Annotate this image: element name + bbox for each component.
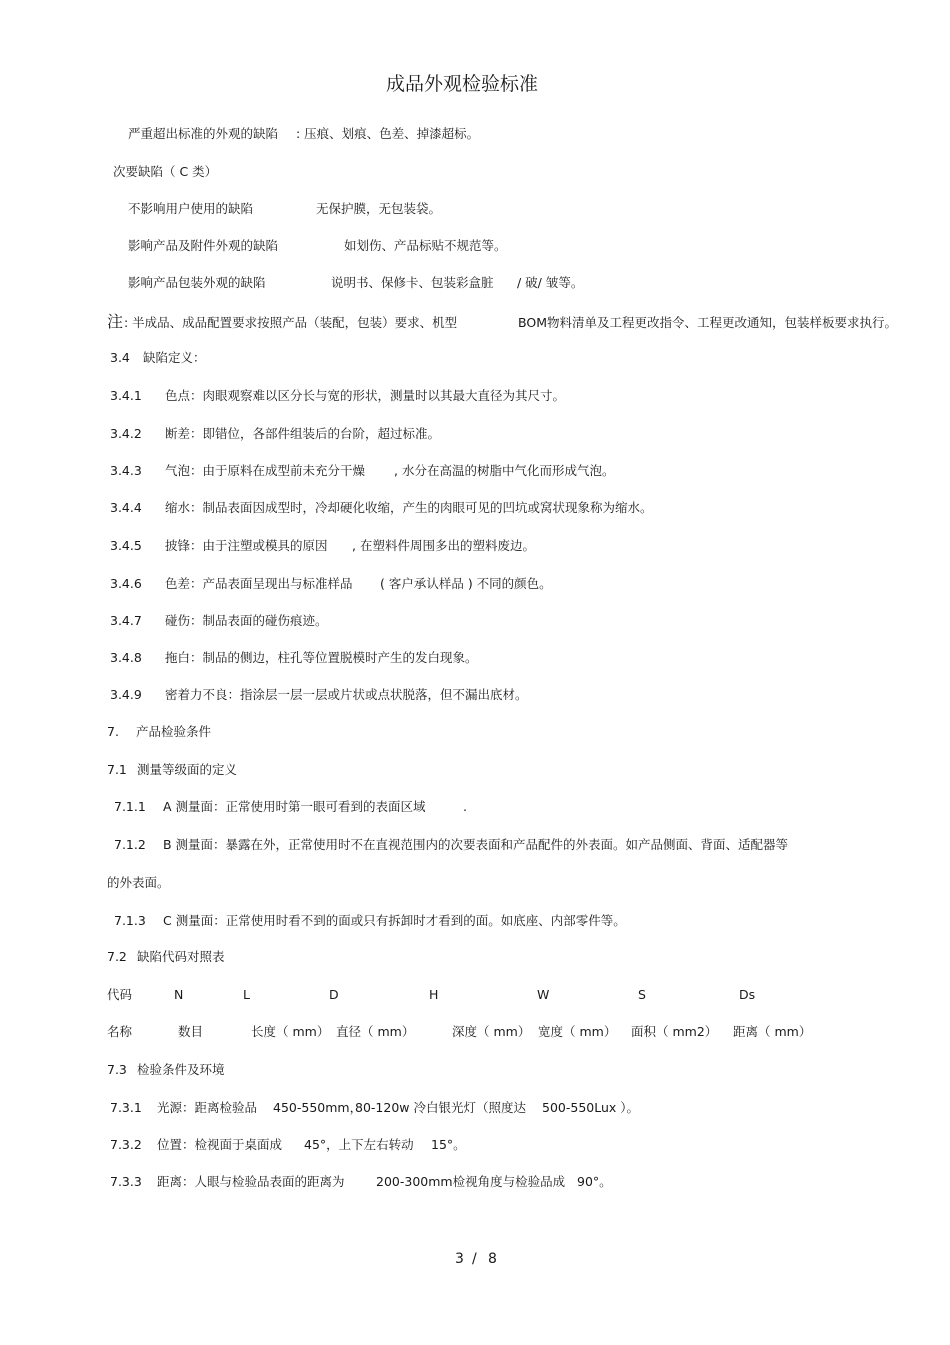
sub-7-1-2-text: B 测量面：暴露在外，正常使用时不在直视范围内的次要表面和产品配件的外表面。如产品侧面、背面、适配器等 bbox=[163, 837, 789, 852]
sub-7-1-1-tail: . bbox=[463, 799, 467, 814]
severe-defect-label: 严重超出标准的外观的缺陷 bbox=[128, 126, 279, 141]
page-number-separator: / bbox=[472, 1251, 477, 1267]
name-cell: 深度（ mm） bbox=[452, 1024, 531, 1039]
page-title: 成品外观检验标准 bbox=[386, 73, 539, 95]
def-3-4-4-text: 缩水：制品表面因成型时，冷却硬化收缩，产生的肉眼可见的凹坑或窝状现象称为缩水。 bbox=[165, 500, 653, 515]
def-3-4-9-number: 3.4.9 bbox=[110, 687, 142, 702]
sub-7-3-2-value-1: 45°，上下左右转动 bbox=[304, 1137, 414, 1152]
sub-7-1-1-number: 7.1.1 bbox=[114, 799, 146, 814]
name-row-label: 名称 bbox=[107, 1024, 133, 1039]
page-number-current: 3 bbox=[455, 1251, 464, 1267]
minor-defect-2-desc: 如划伤、产品标贴不规范等。 bbox=[344, 238, 507, 253]
code-cell: D bbox=[329, 987, 339, 1002]
code-cell: Ds bbox=[739, 987, 756, 1002]
minor-defect-2-label: 影响产品及附件外观的缺陷 bbox=[128, 238, 279, 253]
section-7-3-number: 7.3 bbox=[107, 1062, 127, 1077]
def-3-4-4-number: 3.4.4 bbox=[110, 500, 142, 515]
sub-7-1-1-text: A 测量面：正常使用时第一眼可看到的表面区域 bbox=[163, 799, 426, 814]
name-cell: 面积（ mm2） bbox=[631, 1024, 718, 1039]
def-3-4-1-number: 3.4.1 bbox=[110, 388, 142, 403]
section-3-4-number: 3.4 bbox=[110, 350, 130, 365]
name-cell: 距离（ mm） bbox=[733, 1024, 812, 1039]
def-3-4-6-text: 色差：产品表面呈现出与标准样品 bbox=[165, 576, 353, 591]
code-cell: S bbox=[638, 987, 646, 1002]
name-cell: 宽度（ mm） bbox=[538, 1024, 617, 1039]
minor-defect-1-label: 不影响用户使用的缺陷 bbox=[128, 201, 254, 216]
sub-7-1-2-continuation: 的外表面。 bbox=[107, 875, 170, 890]
sub-7-3-3-value-1: 200-300mm检视角度与检验品成 bbox=[376, 1174, 566, 1189]
def-3-4-2-number: 3.4.2 bbox=[110, 426, 142, 441]
section-7-1-number: 7.1 bbox=[107, 762, 127, 777]
section-7-1-title: 测量等级面的定义 bbox=[137, 762, 238, 777]
section-7-2-title: 缺陷代码对照表 bbox=[137, 949, 225, 964]
def-3-4-3-tail: , 水分在高温的树脂中气化而形成气泡。 bbox=[394, 463, 615, 478]
sub-7-3-1-number: 7.3.1 bbox=[110, 1100, 142, 1115]
name-cell: 数目 bbox=[178, 1024, 204, 1039]
code-cell: H bbox=[429, 987, 439, 1002]
def-3-4-5-text: 披锋：由于注塑或模具的原因 bbox=[165, 538, 328, 553]
name-cell: 直径（ mm） bbox=[336, 1024, 415, 1039]
def-3-4-8-number: 3.4.8 bbox=[110, 650, 142, 665]
sub-7-3-3-text: 距离：人眼与检验品表面的距离为 bbox=[157, 1174, 345, 1189]
def-3-4-3-text: 气泡：由于原料在成型前未充分干燥 bbox=[165, 463, 366, 478]
section-7-number: 7. bbox=[107, 724, 119, 739]
def-3-4-8-text: 拖白：制品的侧边，柱孔等位置脱模时产生的发白现象。 bbox=[165, 650, 478, 665]
section-3-4-title: 缺陷定义： bbox=[143, 350, 206, 365]
code-cell: N bbox=[174, 987, 184, 1002]
def-3-4-7-text: 碰伤：制品表面的碰伤痕迹。 bbox=[165, 613, 328, 628]
def-3-4-6-number: 3.4.6 bbox=[110, 576, 142, 591]
sub-7-3-3-value-2: 90°。 bbox=[577, 1174, 612, 1189]
def-3-4-5-number: 3.4.5 bbox=[110, 538, 142, 553]
page-number-total: 8 bbox=[488, 1251, 497, 1267]
section-7-title: 产品检验条件 bbox=[136, 724, 212, 739]
def-3-4-6-tail: ( 客户承认样品 ) 不同的颜色。 bbox=[380, 576, 552, 591]
def-3-4-2-text: 断差：即错位，各部件组装后的台阶，超过标准。 bbox=[165, 426, 441, 441]
sub-7-3-1-value-2: 80-120w 冷白银光灯（照度达 bbox=[355, 1100, 526, 1115]
note-mark: 注 bbox=[107, 312, 124, 331]
note-text-2: BOM物料清单及工程更改指令、工程更改通知，包装样板要求执行。 bbox=[518, 315, 897, 330]
code-cell: L bbox=[243, 987, 250, 1002]
def-3-4-7-number: 3.4.7 bbox=[110, 613, 142, 628]
minor-defect-3-tail: / 破/ 皱等。 bbox=[517, 275, 584, 290]
def-3-4-5-tail: , 在塑料件周围多出的塑料废边。 bbox=[352, 538, 535, 553]
minor-defect-3-label: 影响产品包装外观的缺陷 bbox=[128, 275, 266, 290]
def-3-4-3-number: 3.4.3 bbox=[110, 463, 142, 478]
sub-7-3-1-value-1: 450-550mm， bbox=[273, 1100, 363, 1115]
sub-7-1-3-number: 7.1.3 bbox=[114, 913, 146, 928]
sub-7-3-2-number: 7.3.2 bbox=[110, 1137, 142, 1152]
def-3-4-9-text: 密着力不良：指涂层一层一层或片状或点状脱落，但不漏出底材。 bbox=[165, 687, 528, 702]
sub-7-1-2-number: 7.1.2 bbox=[114, 837, 146, 852]
sub-7-3-2-value-2: 15°。 bbox=[431, 1137, 466, 1152]
minor-defect-3-desc: 说明书、保修卡、包装彩盒脏 bbox=[331, 275, 494, 290]
severe-defect-desc: : 压痕、划痕、色差、掉漆超标。 bbox=[296, 126, 480, 141]
code-cell: W bbox=[537, 987, 550, 1002]
minor-defect-1-desc: 无保护膜，无包装袋。 bbox=[316, 201, 442, 216]
sub-7-3-1-text: 光源：距离检验品 bbox=[157, 1100, 258, 1115]
note-text: : 半成品、成品配置要求按照产品（装配，包装）要求、机型 bbox=[124, 315, 458, 330]
sub-7-3-3-number: 7.3.3 bbox=[110, 1174, 142, 1189]
sub-7-1-3-text: C 测量面：正常使用时看不到的面或只有拆卸时才看到的面。如底座、内部零件等。 bbox=[163, 913, 626, 928]
code-row-label: 代码 bbox=[107, 987, 133, 1002]
section-7-3-title: 检验条件及环境 bbox=[137, 1062, 225, 1077]
minor-defect-heading: 次要缺陷（ C 类） bbox=[113, 164, 218, 179]
name-cell: 长度（ mm） bbox=[251, 1024, 330, 1039]
section-7-2-number: 7.2 bbox=[107, 949, 127, 964]
sub-7-3-2-text: 位置：检视面于桌面成 bbox=[157, 1137, 283, 1152]
def-3-4-1-text: 色点：肉眼观察难以区分长与宽的形状，测量时以其最大直径为其尺寸。 bbox=[165, 388, 566, 403]
sub-7-3-1-value-3: 500-550Lux ）。 bbox=[542, 1100, 640, 1115]
